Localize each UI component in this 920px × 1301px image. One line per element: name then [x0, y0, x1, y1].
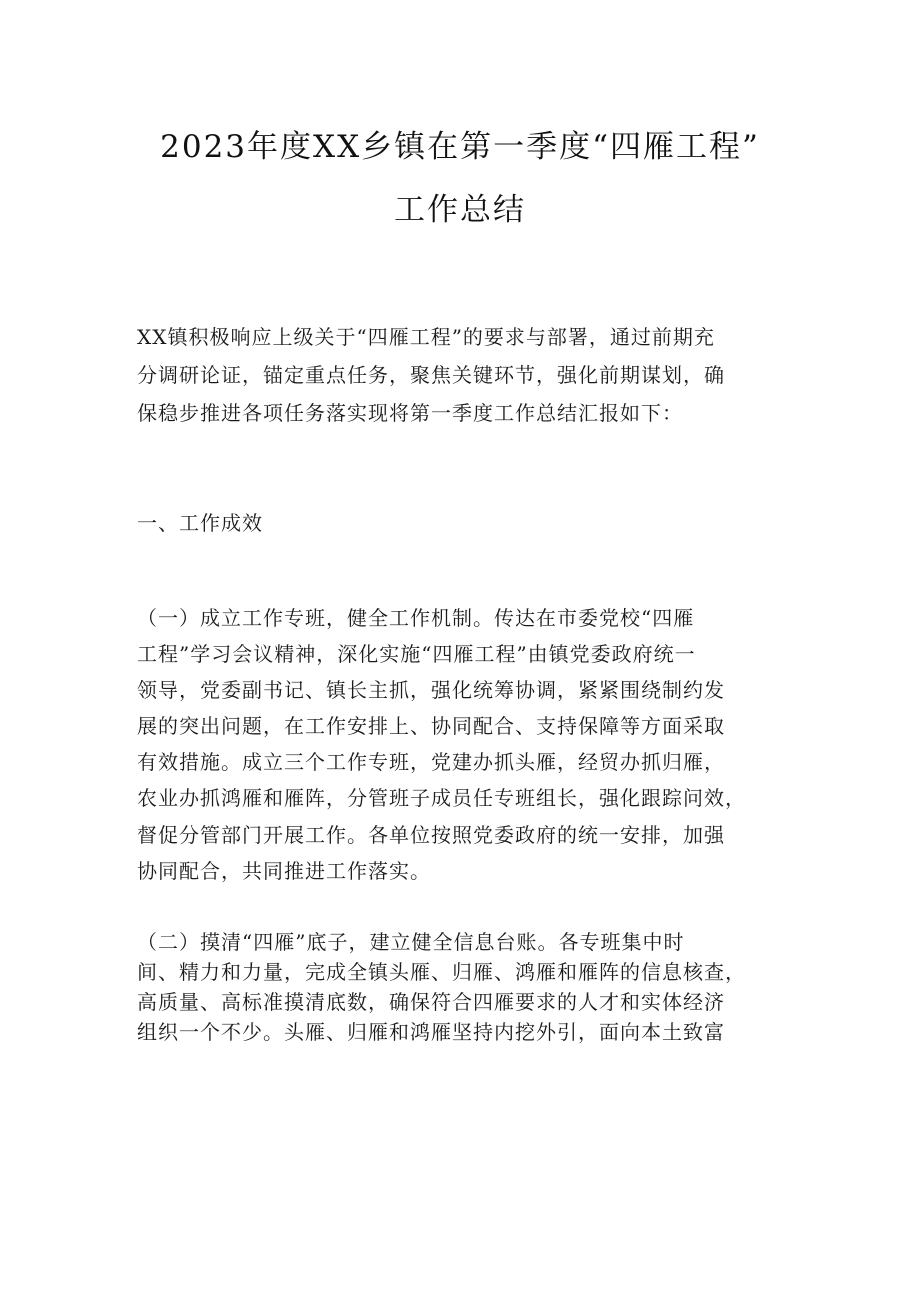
section-heading: 一、工作成效 — [137, 511, 263, 535]
text-line: 农业办抓鸿雁和雁阵，分管班子成员任专班组长，强化跟踪问效， — [137, 786, 746, 811]
document-title-line-1: 2023年度XX乡镇在第一季度“四雁工程” — [160, 129, 760, 165]
intro-paragraph — [137, 318, 797, 432]
text-line: 协同配合，共同推进工作落实。 — [137, 858, 431, 883]
text-line: （二）摸清“四雁”底子，建立健全信息台账。各专班集中时 — [137, 930, 685, 954]
paragraph-two — [137, 927, 797, 1047]
text-line: 保稳步推进各项任务落实现将第一季度工作总结汇报如下： — [137, 401, 683, 425]
paragraph-one — [137, 600, 797, 889]
text-line: 高质量、高标准摸清底数，确保符合四雁要求的人才和实体经济 — [137, 990, 725, 1014]
text-line: 展的突出问题，在工作安排上、协同配合、支持保障等方面采取 — [137, 714, 725, 739]
text-line: 间、精力和力量，完成全镇头雁、归雁、鸿雁和雁阵的信息核查， — [137, 960, 746, 984]
document-title-line-2: 工作总结 — [394, 192, 526, 228]
text-line: 督促分管部门开展工作。各单位按照党委政府的统一安排，加强 — [137, 822, 725, 847]
text-line: 分调研论证，锚定重点任务，聚焦关键环节，强化前期谋划，确 — [137, 363, 725, 387]
text-line: （一）成立工作专班，健全工作机制。传达在市委党校“四雁 — [137, 606, 695, 630]
text-line: 领导，党委副书记、镇长主抓，强化统筹协调，紧紧围绕制约发 — [137, 678, 725, 703]
text-line: 组织一个不少。头雁、归雁和鸿雁坚持内挖外引，面向本土致富 — [137, 1020, 725, 1044]
text-line: 有效措施。成立三个工作专班，党建办抓头雁，经贸办抓归雁， — [137, 750, 725, 775]
text-line: XX镇积极响应上级关于“四雁工程”的要求与部署，通过前期充 — [137, 325, 715, 349]
text-line: 工程”学习会议精神，深化实施“四雁工程”由镇党委政府统一 — [137, 642, 696, 667]
